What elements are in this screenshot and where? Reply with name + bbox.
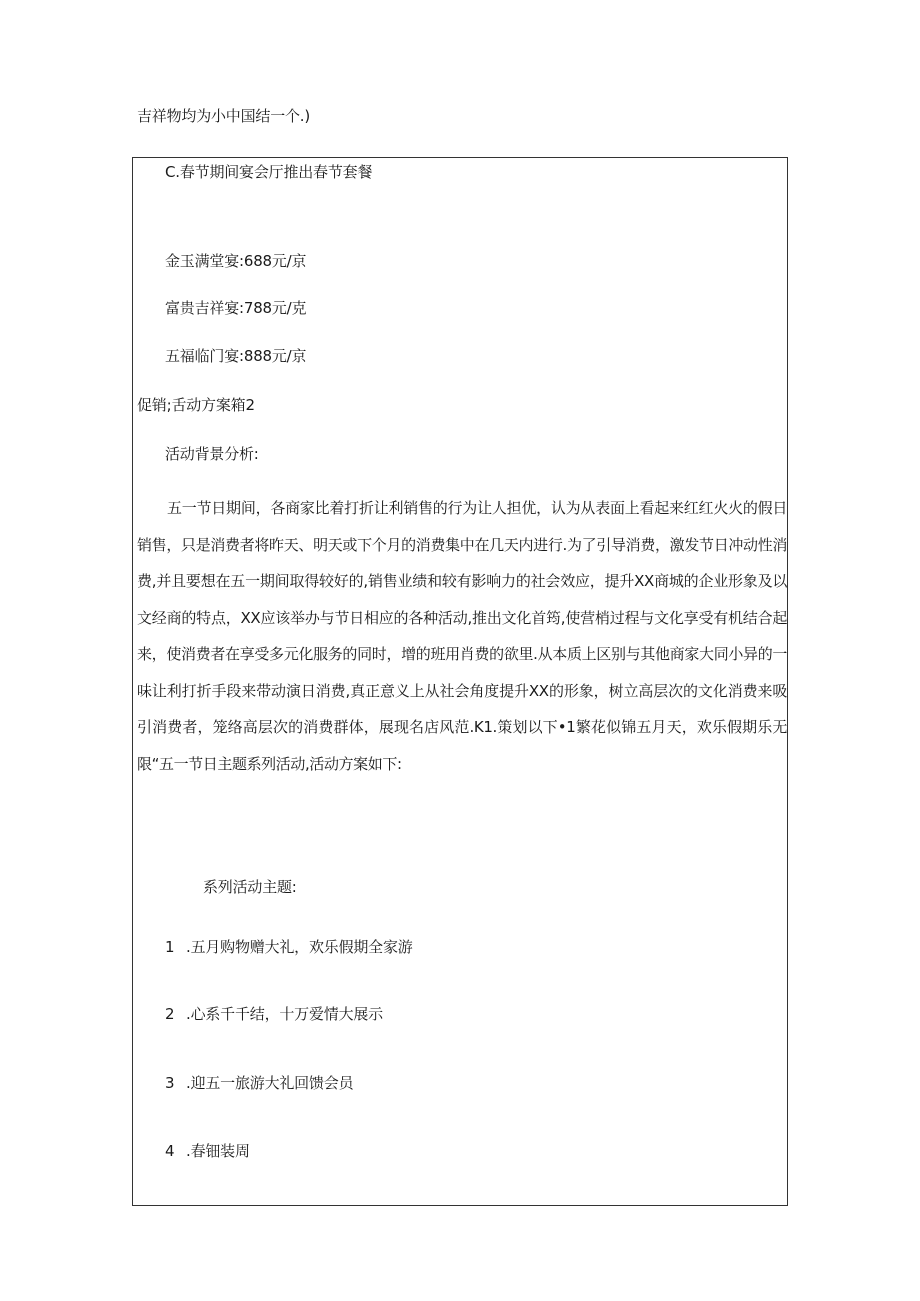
plan2-heading: 促销;舌动方案箱2	[137, 396, 255, 414]
theme-number: 1	[165, 938, 175, 956]
theme-number: 2	[165, 1005, 175, 1023]
section-c-title: C.春节期间宴会厅推出春节套餐	[165, 163, 373, 181]
theme-number: 3	[165, 1074, 175, 1092]
menu-item: 富贵吉祥宴:788元/克	[165, 299, 307, 317]
background-paragraph: 五一节日期间，各商家比着打折让利销售的行为让人担优，认为从表面上看起来红红火火的假日销售，只是消费者将昨天、明天或下个月的消费集中在几天内进行.为了引导消费，激发节日冲动性消费,并且要想在五一期间取得较好的,销售业绩和较有影响力的社会效应，提升XX商城的企业形象及以文经商的特点，XX应该举办与节日相应的各种活动,推出文化首筠,使营梢过程与文化享受有机结合起来，使消费者在享受多元化服务的同时，增的班用肖费的欲里.从本质上区别与其他商家大同小异的一味让利打折手段来带动演日消费,真正意义上从社会角度提升XX的形象，树立高层次的文化消费来吸引消费者，笼络高层次的消费群体，展现名店风范.K1.策划以下•1繁花似锦五月天，欢乐假期乐无限“五一节日主题系列活动,活动方案如下:	[137, 499, 787, 773]
menu-item: 金玉满堂宴:688元/京	[165, 252, 307, 270]
menu-item: 五福临门宴:888元/京	[165, 347, 307, 365]
theme-text: .春钿装周	[186, 1142, 250, 1160]
theme-number: 4	[165, 1142, 175, 1160]
theme-text: .迎五一旅游大礼回馈会员	[186, 1074, 354, 1092]
top-line-text: 吉祥物均为小中国结一个.)	[137, 107, 311, 125]
theme-text: .心系千千结，十万爱情大展示	[186, 1005, 383, 1023]
theme-text: .五月购物赠大礼，欢乐假期全家游	[186, 938, 413, 956]
background-label: 活动背景分析:	[165, 445, 259, 463]
series-label: 系列活动主题:	[203, 878, 297, 896]
